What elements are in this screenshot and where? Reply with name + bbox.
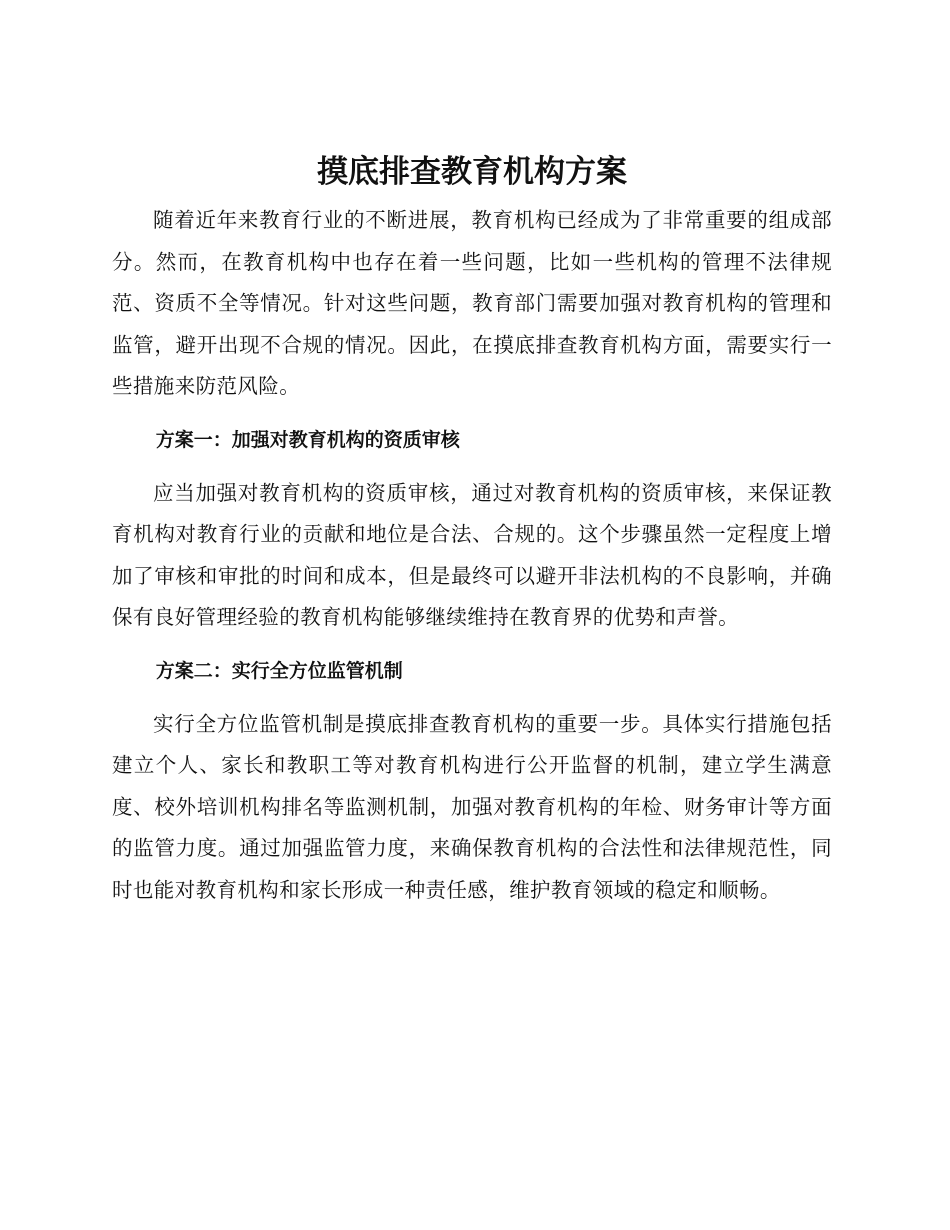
section-supervision-mechanism	[112, 651, 832, 912]
document-page	[112, 150, 832, 911]
section-body: 应当加强对教育机构的资质审核，通过对教育机构的资质审核，来保证教育机构对教育行业的贡献和地位是合法、合规的。这个步骤虽然一定程度上增加了审核和审批的时间和成本，但是最终可以避开非法机构的不良影响，并确保有良好管理经验的教育机构能够继续维持在教育界的优势和声誉。	[112, 480, 832, 629]
section-body: 实行全方位监管机制是摸底排查教育机构的重要一步。具体实行措施包括建立个人、家长和教职工等对教育机构进行公开监督的机制，建立学生满意度、校外培训机构排名等监测机制，加强对教育机构的年检、财务审计等方面的监管力度。通过加强监管力度，来确保教育机构的合法性和法律规范性，同时也能对教育机构和家长形成一种责任感，维护教育领域的稳定和顺畅。	[112, 711, 832, 902]
section-heading: 方案二：实行全方位监管机制	[155, 659, 403, 682]
section-qualification-review	[112, 420, 832, 639]
section-heading: 方案一：加强对教育机构的资质审核	[155, 428, 460, 451]
document-title: 摸底排查教育机构方案	[317, 154, 627, 190]
intro-paragraph: 随着近年来教育行业的不断进展，教育机构已经成为了非常重要的组成部分。然而，在教育机构中也存在着一些问题，比如一些机构的管理不法律规范、资质不全等情况。针对这些问题，教育部门需要加强对教育机构的管理和监管，避开出现不合规的情况。因此，在摸底排查教育机构方面，需要实行一些措施来防范风险。	[112, 208, 832, 398]
